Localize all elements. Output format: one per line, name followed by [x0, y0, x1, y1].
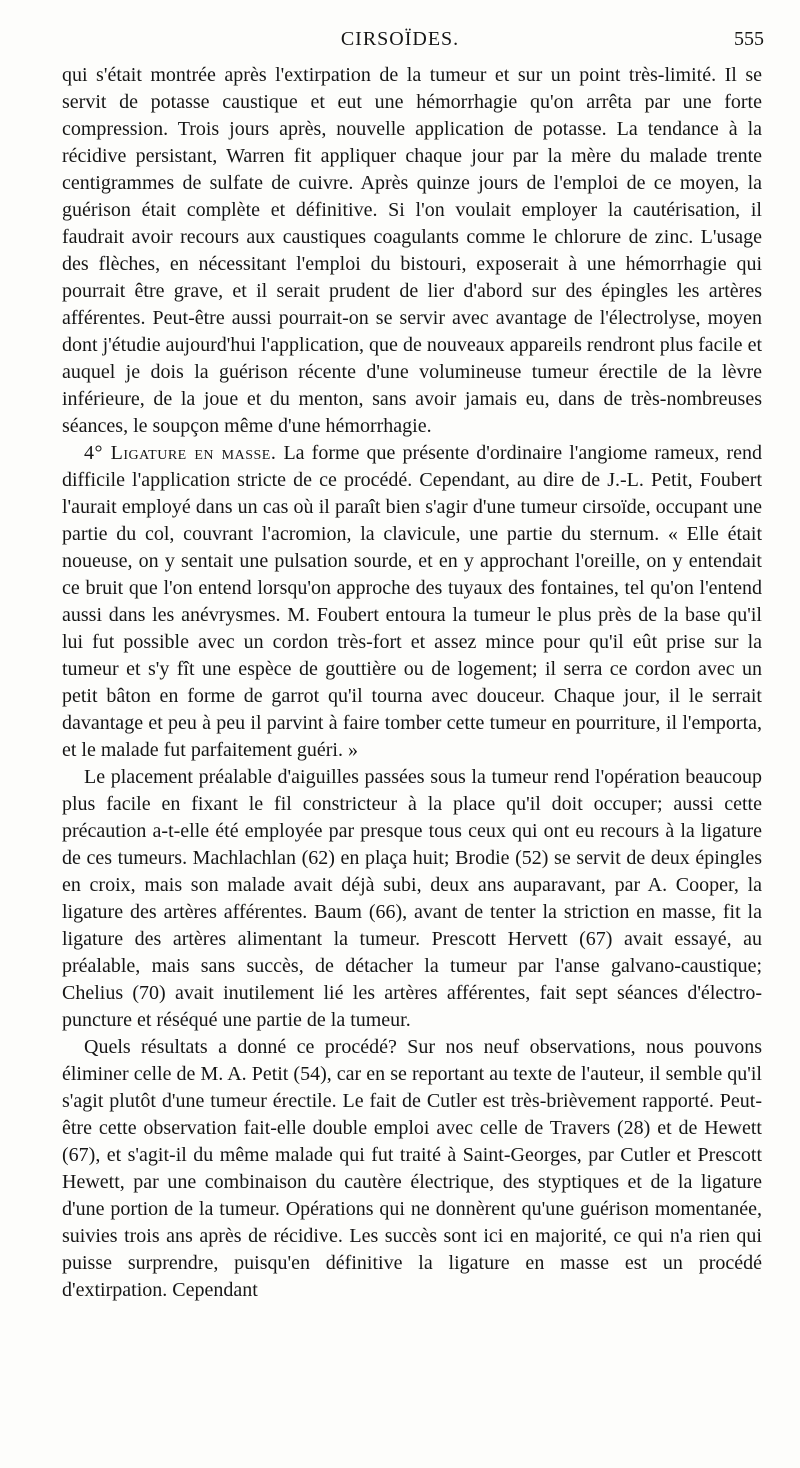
- paragraph-3: [62, 764, 762, 1034]
- paragraph-text: qui s'était montrée après l'extirpation de la tumeur et sur un point très-limité. Il se servit de potasse caustique et eut une hémorrhagie qu'on arrêta par une forte compression. Trois jours après, nouvelle application de potasse. La tendance à la récidive persistant, Warren fit appliquer chaque jour par la mère du malade trente centigrammes de sulfate de cuivre. Après quinze jours de l'emploi de ce moyen, la guérison était complète et définitive. Si l'on voulait employer la cautérisation, il faudrait avoir recours aux caustiques coagulants comme le chlorure de zinc. L'usage des flèches, en nécessitant l'emploi du bistouri, exposerait à une hémorrhagie qui pourrait être grave, et il serait prudent de lier d'abord sur des épingles les artères afférentes. Peut-être aussi pourrait-on se servir avec avantage de l'électrolyse, moyen dont j'étudie aujourd'hui l'application, que de nouveaux appareils rendront plus facile et auquel je dois la guérison récente d'une volumineuse tumeur érectile de la lèvre inférieure, de la joue et du menton, sans avoir jamais eu, dans de très-nombreuses séances, le soupçon même d'une hémorrhagie.: [62, 64, 762, 437]
- paragraph-text: La forme que présente d'ordinaire l'angiome rameux, rend difficile l'application stricte de ce procédé. Cependant, au dire de J.-L. Petit, Foubert l'aurait employé dans un cas où il paraît bien s'agir d'une tumeur cirsoïde, occupant une partie du col, couvrant l'acromion, la clavicule, une partie du sternum. « Elle était noueuse, on y sentait une pulsation sourde, et en y approchant l'oreille, on y entendait ce bruit que l'on entend lorsqu'on approche des tuyaux des fontaines, tel qu'on l'entend aussi dans les anévrysmes. M. Foubert entoura la tumeur le plus près de la base qu'il lui fut possible avec un cordon très-fort et assez mince pour qu'il eût prise sur la tumeur et s'y fît une espèce de gouttière ou de logement; il serra ce cordon avec un petit bâton en forme de garrot qu'il tourna avec douceur. Chaque jour, il le serrait davantage et peu à peu il parvint à faire tomber cette tumeur en pourriture, il l'emporta, et le malade fut parfaitement guéri. »: [62, 442, 762, 761]
- paragraph-1: [62, 62, 762, 440]
- page-number: 555: [734, 28, 764, 50]
- running-title: CIRSOÏDES.: [340, 28, 460, 50]
- page-header: [0, 28, 800, 58]
- body-text: [62, 62, 762, 1304]
- section-heading-ligature-en-masse: 4° Ligature en masse.: [84, 442, 277, 464]
- paragraph-text: Quels résultats a donné ce procédé? Sur nos neuf observations, nous pouvons éliminer celle de M. A. Petit (54), car en se reportant au texte de l'auteur, il semble qu'il s'agit plutôt d'une tumeur érectile. Le fait de Cutler est très-brièvement rapporté. Peut-être cette observation fait-elle double emploi avec celle de Travers (28) et de Hewett (67), et s'agit-il du même malade qui fut traité à Saint-Georges, par Cutler et Prescott Hewett, par une combinaison du cautère électrique, des styptiques et de la ligature d'une portion de la tumeur. Opérations qui ne donnèrent qu'une guérison momentanée, suivies trois ans après de récidive. Les succès sont ici en majorité, ce qui n'a rien qui puisse surprendre, puisqu'en définitive la ligature en masse est un procédé d'extirpation. Cependant: [62, 1036, 762, 1301]
- paragraph-2: [62, 440, 762, 764]
- paragraph-4: [62, 1034, 762, 1304]
- paragraph-text: Le placement préalable d'aiguilles passées sous la tumeur rend l'opération beaucoup plus facile en fixant le fil constricteur à la place qu'il doit occuper; aussi cette précaution a-t-elle été employée par presque tous ceux qui ont eu recours à la ligature de ces tumeurs. Machlachlan (62) en plaça huit; Brodie (52) se servit de deux épingles en croix, mais son malade avait déjà subi, deux ans auparavant, par A. Cooper, la ligature des artères afférentes. Baum (66), avant de tenter la striction en masse, fit la ligature des artères alimentant la tumeur. Prescott Hervett (67) avait essayé, au préalable, mais sans succès, de détacher la tumeur par l'anse galvano-caustique; Chelius (70) avait inutilement lié les artères afférentes, fait sept séances d'électro-puncture et réséqué une partie de la tumeur.: [62, 766, 762, 1031]
